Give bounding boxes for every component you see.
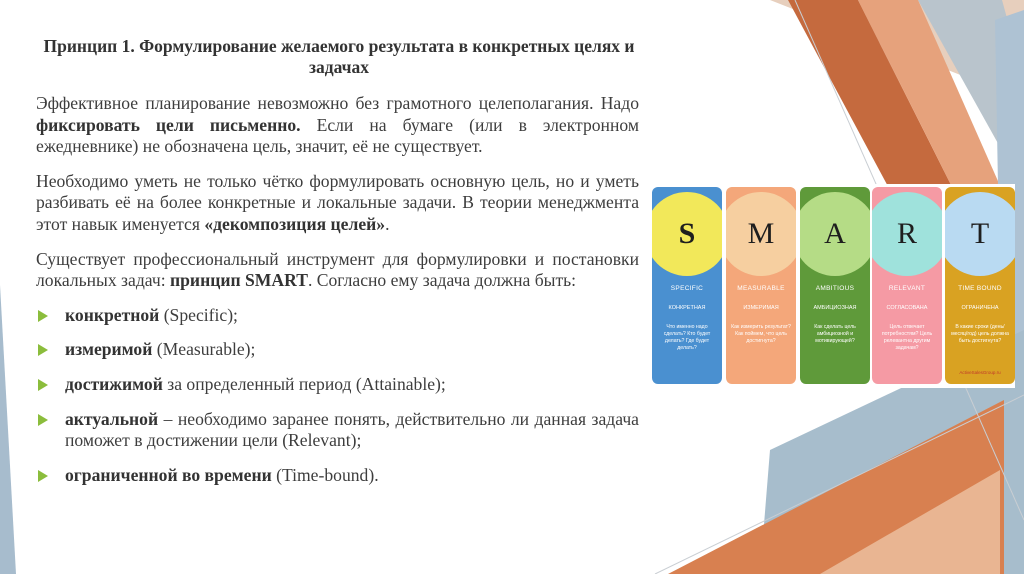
list-item-text: – необходимо заранее понять, действительно ли данная задача поможет в достижении цели (Relevant);	[65, 408, 639, 451]
smart-criterion-description: В какие сроки (день/месяц/год) цель должна быть достигнута?	[951, 324, 1009, 344]
paragraph-1-text: Эффективное планирование невозможно без грамотного целеполагания. Надо	[36, 93, 639, 113]
smart-criterion-name: TIME BOUND	[958, 285, 1002, 292]
smart-infographic	[650, 184, 1015, 388]
smart-criterion-name: RELEVANT	[888, 285, 926, 292]
smart-letter: R	[896, 217, 917, 250]
paragraph-2-bold: «декомпозиция целей»	[204, 213, 386, 234]
paragraph-1-bold: фиксировать цели письменно.	[36, 114, 301, 135]
list-item	[36, 409, 639, 452]
bullet-arrow-icon	[38, 379, 48, 391]
paragraph-3-text-end: . Согласно ему задача должна быть:	[307, 270, 577, 291]
smart-criterion-ru: ОГРАНИЧЕНА	[961, 305, 999, 311]
smart-criteria-list	[36, 305, 639, 487]
paragraph-3-text: Существует профессиональный инструмент для формулировки и постановки локальных задач:	[36, 248, 639, 291]
smart-criterion-description: Что именно надо сделать? Кто будет делать? Где будет делать?	[663, 324, 711, 351]
slide-body	[36, 93, 639, 499]
list-item-bold: конкретной	[65, 304, 160, 325]
smart-column-s	[652, 187, 722, 384]
list-item-bold: ограниченной во времени	[65, 464, 272, 485]
list-item-text: (Specific);	[159, 304, 238, 325]
smart-letter-circle	[800, 192, 870, 276]
smart-criterion-ru: КОНКРЕТНАЯ	[668, 305, 706, 311]
smart-column-a	[800, 187, 870, 384]
list-item-text: за определенный период (Attainable);	[162, 373, 446, 394]
smart-letter-circle	[945, 192, 1015, 276]
smart-letter-circle	[726, 192, 796, 276]
paragraph-3	[36, 249, 639, 292]
source-watermark: ActiveSalesGroup.ru	[959, 370, 1001, 375]
bullet-arrow-icon	[38, 414, 48, 426]
smart-criterion-description: Цель отвечает потребностям? Цель релевантна другим задачам?	[881, 324, 933, 351]
list-item-text: (Measurable);	[152, 339, 256, 360]
list-item	[36, 305, 639, 327]
list-item-bold: измеримой	[65, 339, 153, 360]
smart-column-m	[726, 187, 796, 384]
smart-letter-circle	[872, 192, 942, 276]
smart-criterion-ru: СОГЛАСОВАНА	[886, 305, 928, 311]
list-item-text: (Time-bound).	[271, 464, 379, 485]
smart-letter: M	[747, 217, 775, 250]
list-item	[36, 374, 639, 396]
smart-criterion-description: Как сделать цель амбициозной и мотивирующей?	[814, 324, 856, 344]
smart-criterion-name: SPECIFIC	[670, 285, 704, 292]
left-blue-corner	[0, 285, 16, 574]
paragraph-2-text: Необходимо уметь не только чётко формулировать основную цель, но и уметь разбивать её на более конкретные и локальные задачи. В теории менеджмента этот навык именуется	[36, 170, 639, 234]
paragraph-1	[36, 93, 639, 158]
smart-letter-circle	[652, 192, 722, 276]
list-item-bold: актуальной	[65, 408, 159, 429]
paragraph-1-text-end: Если на бумаге (или в электронном ежедневнике) не обозначена цель, значит, её не существует.	[36, 114, 639, 157]
slide-title: Принцип 1. Формулирование желаемого результата в конкретных целях и задачах	[43, 36, 635, 77]
bullet-arrow-icon	[38, 310, 48, 322]
smart-criterion-name: AMBITIOUS	[815, 285, 855, 292]
bullet-arrow-icon	[38, 470, 48, 482]
smart-letter: T	[970, 217, 990, 250]
list-item	[36, 339, 639, 361]
smart-criterion-ru: АМБИЦИОЗНАЯ	[813, 305, 857, 311]
list-item-bold: достижимой	[65, 373, 163, 394]
smart-criterion-description: Как измерить результат? Как поймем, что цель достигнута?	[731, 324, 791, 344]
smart-criterion-ru: ИЗМЕРИМАЯ	[743, 305, 779, 311]
smart-criterion-name: MEASURABLE	[737, 285, 785, 292]
list-item	[36, 465, 639, 487]
smart-letter: A	[824, 217, 846, 250]
smart-letter: S	[678, 217, 696, 250]
paragraph-2-text-end: .	[385, 213, 390, 234]
smart-column-r	[872, 187, 942, 384]
smart-column-t	[945, 187, 1015, 384]
paragraph-3-bold: принцип SMART	[170, 270, 308, 291]
bullet-arrow-icon	[38, 344, 48, 356]
paragraph-2	[36, 171, 639, 236]
